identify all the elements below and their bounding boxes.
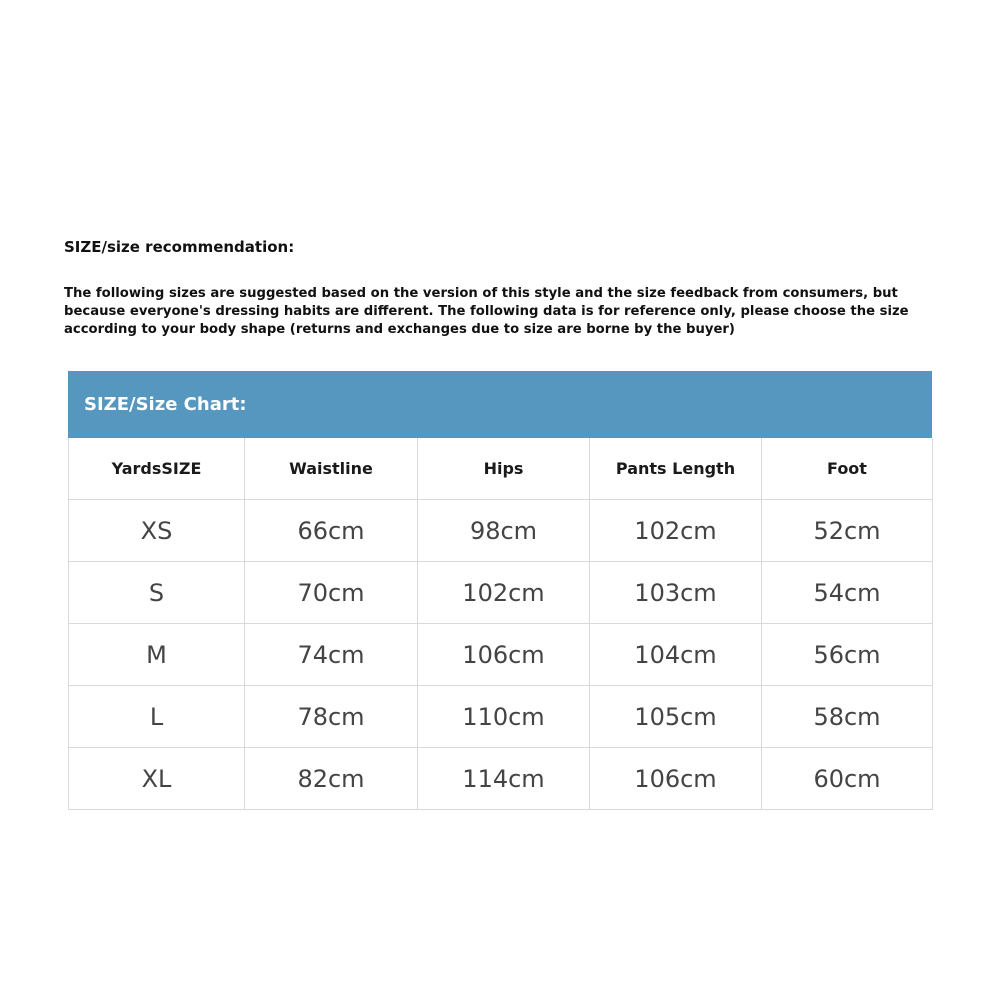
column-header-size: YardsSIZE: [69, 438, 245, 500]
table-row: [69, 686, 933, 748]
cell-foot: 56cm: [762, 624, 933, 686]
column-header-foot: Foot: [762, 438, 933, 500]
cell-foot: 52cm: [762, 500, 933, 562]
cell-pants-length: 103cm: [590, 562, 762, 624]
table-row: [69, 562, 933, 624]
cell-size: S: [69, 562, 245, 624]
size-chart-banner: [68, 371, 932, 438]
table-row: [69, 500, 933, 562]
cell-foot: 60cm: [762, 748, 933, 810]
cell-hips: 98cm: [418, 500, 590, 562]
recommendation-heading: SIZE/size recommendation:: [64, 238, 295, 256]
cell-pants-length: 102cm: [590, 500, 762, 562]
size-chart-title: SIZE/Size Chart:: [84, 394, 247, 415]
cell-hips: 102cm: [418, 562, 590, 624]
cell-waistline: 74cm: [245, 624, 418, 686]
cell-hips: 106cm: [418, 624, 590, 686]
table-row: [69, 624, 933, 686]
cell-waistline: 82cm: [245, 748, 418, 810]
cell-waistline: 78cm: [245, 686, 418, 748]
cell-size: L: [69, 686, 245, 748]
cell-size: XL: [69, 748, 245, 810]
table-header-row: [69, 438, 933, 500]
size-table: [68, 438, 933, 810]
cell-waistline: 66cm: [245, 500, 418, 562]
cell-size: XS: [69, 500, 245, 562]
cell-pants-length: 106cm: [590, 748, 762, 810]
cell-waistline: 70cm: [245, 562, 418, 624]
cell-foot: 54cm: [762, 562, 933, 624]
cell-size: M: [69, 624, 245, 686]
table-row: [69, 748, 933, 810]
cell-pants-length: 104cm: [590, 624, 762, 686]
cell-foot: 58cm: [762, 686, 933, 748]
cell-hips: 110cm: [418, 686, 590, 748]
column-header-waistline: Waistline: [245, 438, 418, 500]
column-header-pants-length: Pants Length: [590, 438, 762, 500]
cell-pants-length: 105cm: [590, 686, 762, 748]
column-header-hips: Hips: [418, 438, 590, 500]
cell-hips: 114cm: [418, 748, 590, 810]
recommendation-text: The following sizes are suggested based on the version of this style and the size feedback from consumers, but because everyone's dressing habits are different. The following data is for reference only, please choose the size according to your body shape (returns and exchanges due to size are borne by the buyer): [64, 286, 909, 337]
